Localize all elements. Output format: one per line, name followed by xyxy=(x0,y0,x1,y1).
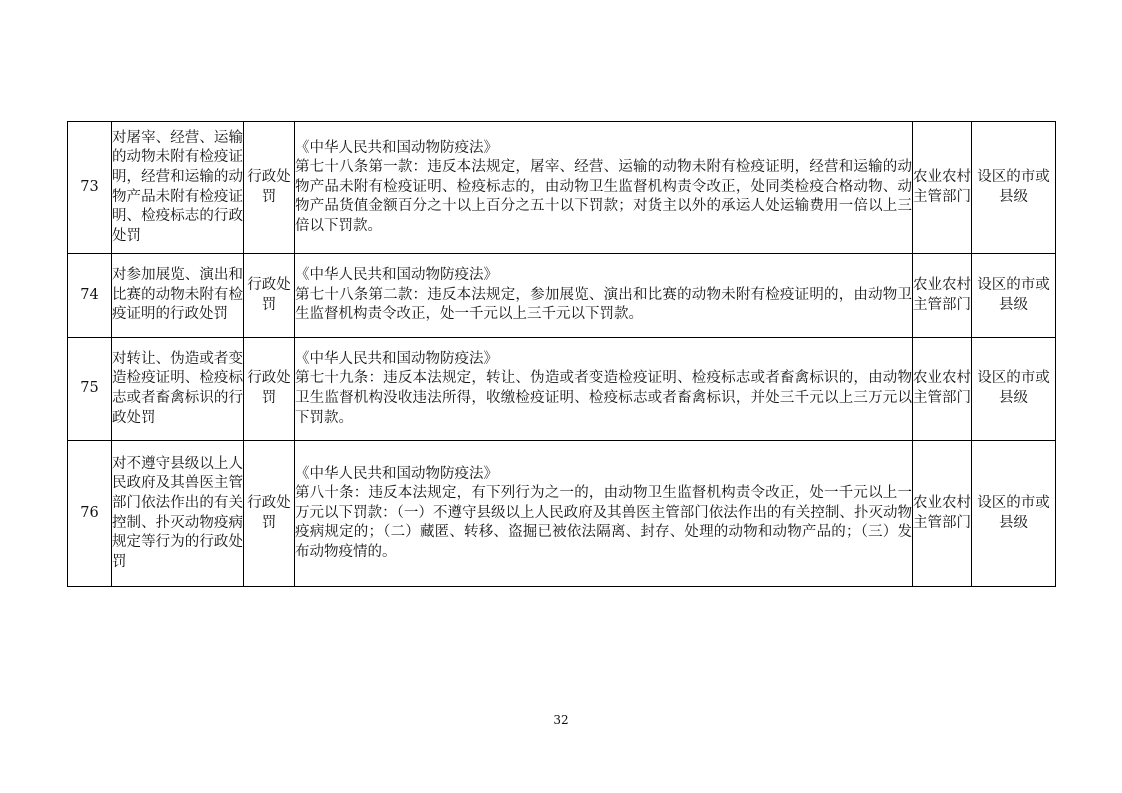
item-name: 对不遵守县级以上人民政府及其兽医主管部门依法作出的有关控制、扑灭动物疫病规定等行为的行政处罚 xyxy=(112,441,244,587)
penalty-table xyxy=(67,121,1056,587)
law-clause: 第七十八条第二款：违反本法规定，参加展览、演出和比赛的动物未附有检疫证明的，由动物卫生监督机构责令改正，处一千元以上三千元以下罚款。 xyxy=(295,286,912,323)
law-title: 《中华人民共和国动物防疫法》 xyxy=(295,465,498,482)
legal-basis xyxy=(295,441,913,587)
responsible-dept: 农业农村主管部门 xyxy=(913,338,972,441)
law-clause: 第七十九条：违反本法规定，转让、伪造或者变造检疫证明、检疫标志或者畜禽标识的，由动物卫生监督机构没收违法所得，收缴检疫证明、检疫标志或者畜禽标识，并处三千元以上三万元以下罚款。 xyxy=(295,370,912,426)
law-title: 《中华人民共和国动物防疫法》 xyxy=(295,267,498,284)
page-number: 32 xyxy=(553,713,569,727)
table-row xyxy=(68,441,1056,587)
exercise-level: 设区的市或县级 xyxy=(972,254,1056,338)
item-name: 对屠宰、经营、运输的动物未附有检疫证明，经营和运输的动物产品未附有检疫证明、检疫标志的行政处罚 xyxy=(112,122,244,254)
responsible-dept: 农业农村主管部门 xyxy=(913,122,972,254)
law-clause: 第七十八条第一款：违反本法规定，屠宰、经营、运输的动物未附有检疫证明，经营和运输的动物产品未附有检疫证明、检疫标志的，由动物卫生监督机构责令改正，处同类检疫合格动物、动物产品货值金额百分之十以上百分之五十以下罚款；对货主以外的承运人处运输费用一倍以上三倍以下罚款。 xyxy=(295,159,912,234)
legal-basis xyxy=(295,338,913,441)
exercise-level: 设区的市或县级 xyxy=(972,441,1056,587)
exercise-level: 设区的市或县级 xyxy=(972,122,1056,254)
item-name: 对参加展览、演出和比赛的动物未附有检疫证明的行政处罚 xyxy=(112,254,244,338)
law-clause: 第八十条：违反本法规定，有下列行为之一的，由动物卫生监督机构责令改正，处一千元以上一万元以下罚款：（一）不遵守县级以上人民政府及其兽医主管部门依法作出的有关控制、扑灭动物疫病规定的；（二）藏匿、转移、盗掘已被依法隔离、封存、处理的动物和动物产品的；（三）发布动物疫情的。 xyxy=(295,485,912,560)
law-title: 《中华人民共和国动物防疫法》 xyxy=(295,350,498,367)
row-number: 74 xyxy=(68,254,112,338)
table-row xyxy=(68,254,1056,338)
legal-basis xyxy=(295,122,913,254)
row-number: 75 xyxy=(68,338,112,441)
item-name: 对转让、伪造或者变造检疫证明、检疫标志或者畜禽标识的行政处罚 xyxy=(112,338,244,441)
legal-basis xyxy=(295,254,913,338)
item-type: 行政处罚 xyxy=(244,338,295,441)
row-number: 76 xyxy=(68,441,112,587)
responsible-dept: 农业农村主管部门 xyxy=(913,441,972,587)
table-row xyxy=(68,338,1056,441)
table-row xyxy=(68,122,1056,254)
item-type: 行政处罚 xyxy=(244,441,295,587)
law-title: 《中华人民共和国动物防疫法》 xyxy=(295,139,498,156)
exercise-level: 设区的市或县级 xyxy=(972,338,1056,441)
responsible-dept: 农业农村主管部门 xyxy=(913,254,972,338)
row-number: 73 xyxy=(68,122,112,254)
item-type: 行政处罚 xyxy=(244,254,295,338)
item-type: 行政处罚 xyxy=(244,122,295,254)
